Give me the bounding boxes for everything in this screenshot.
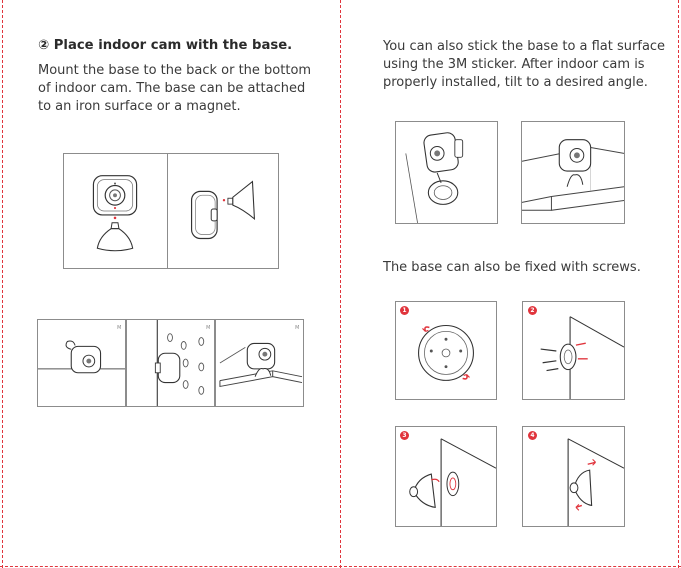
cut-line-left	[2, 0, 3, 568]
step-2-badge: 2	[528, 306, 537, 315]
camera-side-magnet-illustration	[167, 153, 279, 269]
step-2-screws-wall	[522, 301, 625, 400]
left-line-3: to an iron surface or a magnet.	[38, 99, 241, 115]
camera-magnet-panel-illustration	[126, 319, 215, 407]
step-3-badge: 3	[400, 431, 409, 440]
right-line-1: You can also stick the base to a flat surface	[383, 39, 666, 54]
step-number: ②	[38, 38, 50, 53]
cut-line-center	[340, 0, 341, 568]
camera-wall-mount-illustration	[37, 319, 126, 407]
sticker-base-illustration	[395, 121, 498, 224]
section-heading	[38, 38, 292, 53]
step-1-badge: 1	[400, 306, 409, 315]
right-line-3: properly installed, tilt to a desired angle.	[383, 75, 648, 91]
svg-text:M: M	[206, 324, 211, 331]
heading-text: Place indoor cam with the base.	[53, 38, 293, 53]
left-line-1: Mount the base to the back or the bottom	[38, 63, 312, 78]
left-instructions	[38, 62, 311, 117]
screws-instruction	[383, 259, 641, 277]
svg-text:M: M	[117, 324, 122, 331]
step-3-cone-attach	[395, 426, 497, 527]
cut-line-right	[678, 0, 679, 568]
step-4-cone-rotate	[522, 426, 625, 527]
cut-line-bottom	[0, 566, 681, 567]
step-4-badge: 4	[528, 431, 537, 440]
camera-front-illustration	[63, 153, 168, 269]
tilt-angle-illustration	[521, 121, 625, 224]
camera-shelf-illustration	[215, 319, 304, 407]
step-1-base-plate	[395, 301, 497, 400]
screws-line: The base can also be fixed with screws.	[383, 260, 641, 275]
left-line-2: of indoor cam. The base can be attached	[38, 81, 306, 97]
right-instructions	[383, 38, 665, 93]
right-line-2: using the 3M sticker. After indoor cam is	[383, 57, 645, 73]
svg-text:M: M	[295, 324, 300, 331]
